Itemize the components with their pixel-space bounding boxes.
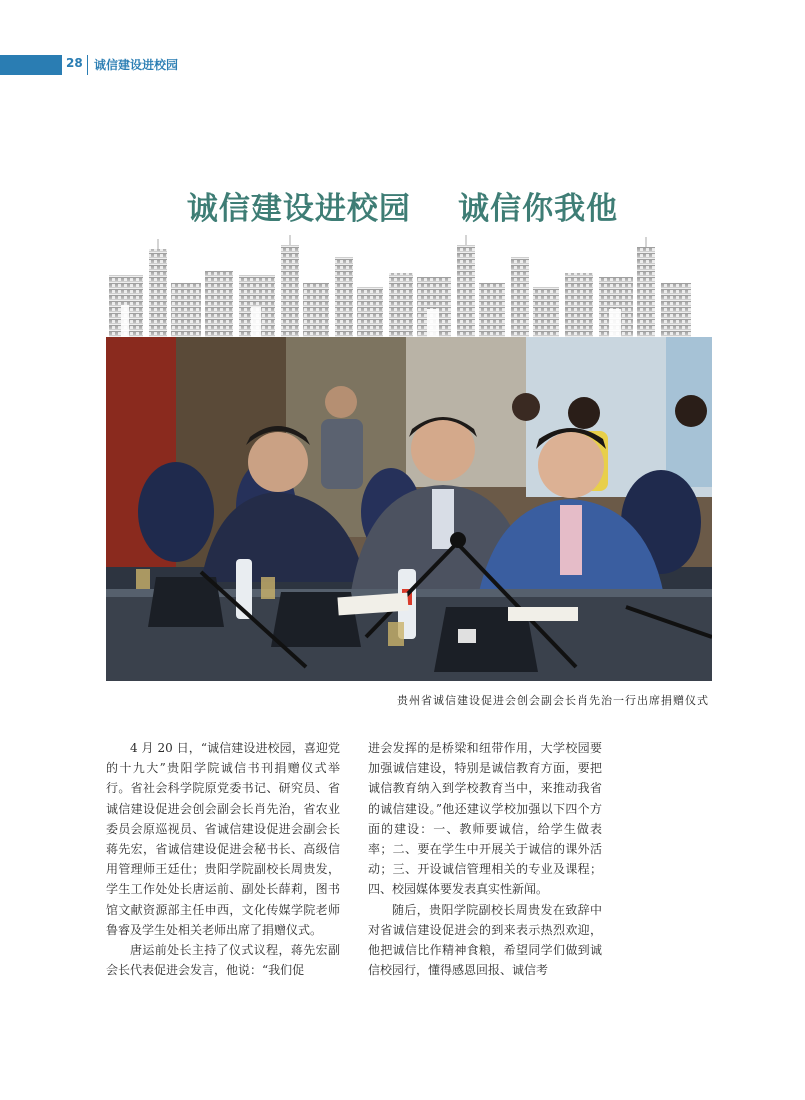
article-column-left bbox=[106, 738, 340, 980]
header-accent-bar bbox=[0, 55, 62, 75]
section-title: 诚信建设进校园 bbox=[94, 58, 179, 72]
skyline-decoration bbox=[105, 235, 712, 337]
header-divider bbox=[87, 55, 88, 75]
article-title: 诚信建设进校园 诚信你我他 bbox=[186, 191, 619, 227]
article-paragraph: 唐运前处长主持了仪式议程，蒋先宏副会长代表促进会发言，他说：“我们促 bbox=[106, 943, 340, 978]
article-paragraph: 进会发挥的是桥梁和纽带作用，大学校园要加强诚信建设，特别是诚信教育方面，要把诚信教育纳入到学校教育当中，来推动我省的诚信建设。”他还建议学校加强以下四个方面的建设：一、教师要诚信，给学生做表率；二、要在学生中开展关于诚信的课外活动；三、开设诚信管理相关的专业及课程；四、校园媒体要发表真实性新闻。 bbox=[368, 741, 602, 897]
page-number: 28 bbox=[66, 56, 83, 70]
photo-caption: 贵州省诚信建设促进会创会副会长肖先治一行出席捐赠仪式 bbox=[397, 694, 709, 707]
article-paragraph: 随后，贵阳学院副校长周贵发在致辞中对省诚信建设促进会的到来表示热烈欢迎，他把诚信比作精神食粮，希望同学们做到诚信校园行，懂得感恩回报、诚信考 bbox=[368, 902, 602, 978]
meeting-photo bbox=[106, 337, 712, 681]
article-column-right bbox=[368, 738, 602, 980]
meeting-photo-image bbox=[106, 337, 712, 681]
article-paragraph: 4 月 20 日，“诚信建设进校园，喜迎党的十九大”贵阳学院诚信书刊捐赠仪式举行。省社会科学院原党委书记、研究员、省诚信建设促进会创会副会长肖先治，省农业委员会原巡视员、省诚信建设促进会副会长蒋先宏，省诚信建设促进会秘书长、高级信用管理师王廷仕；贵阳学院副校长周贵发，学生工作处处长唐运前、副处长薛莉，图书馆文献资源部主任申西，文化传媒学院老师鲁睿及学生处相关老师出席了捐赠仪式。 bbox=[106, 741, 340, 937]
